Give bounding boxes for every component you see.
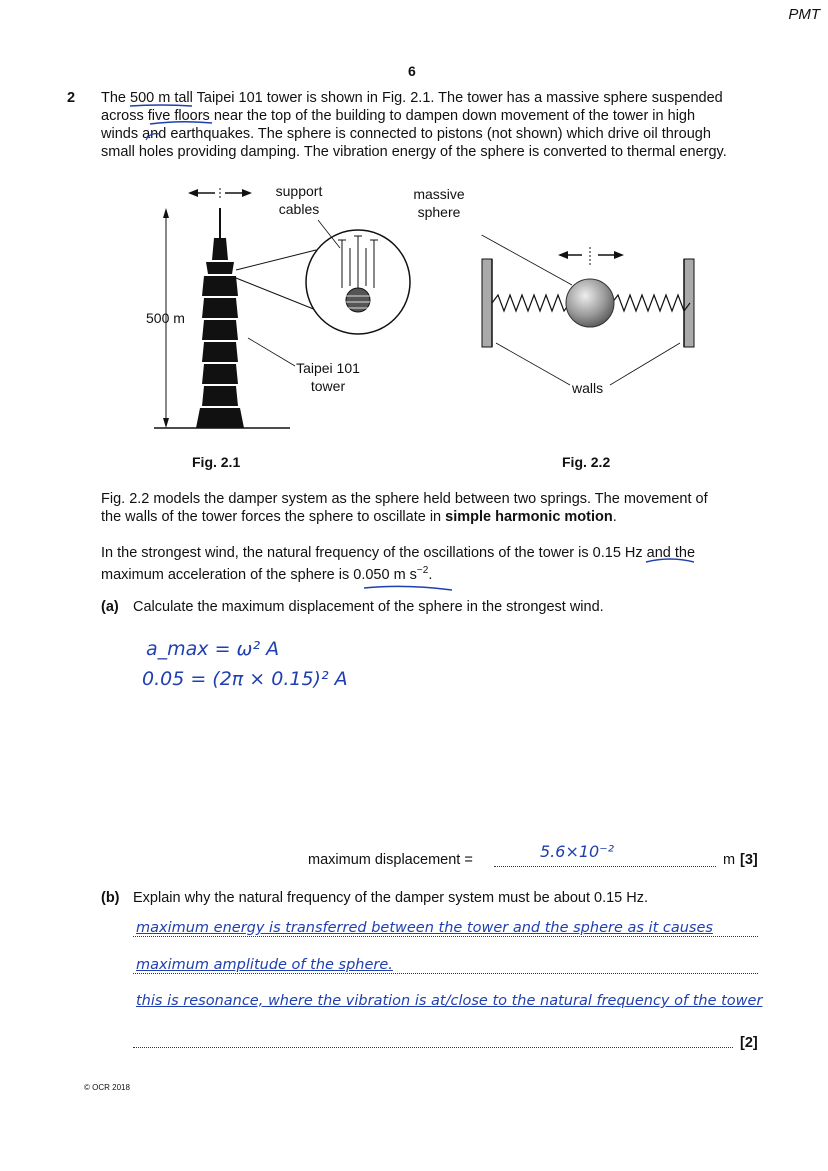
paragraph-line xyxy=(101,562,766,584)
pmt-corner-label: PMT xyxy=(788,6,820,23)
horizontal-motion-arrow-icon xyxy=(558,247,624,265)
height-label: 500 m xyxy=(146,310,185,326)
answer-text-line: maximum energy is transferred between the tower and the sphere as it causes xyxy=(136,920,713,936)
fig-2-1-caption: Fig. 2.1 xyxy=(192,454,241,470)
zoom-line xyxy=(236,278,316,310)
walls-label: walls xyxy=(572,380,604,396)
damper-inset-circle xyxy=(306,230,410,334)
answer-line[interactable] xyxy=(133,1029,733,1048)
underline-500m xyxy=(130,105,192,106)
wind-paragraph xyxy=(101,544,766,584)
intro-line: winds and earthquakes. The sphere is connected to pistons (not shown) which drive oil through xyxy=(101,126,711,142)
paragraph-line: Fig. 2.2 models the damper system as the sphere held between two springs. The movement of xyxy=(101,491,708,507)
right-wall xyxy=(684,259,694,347)
label-line: tower xyxy=(310,378,346,394)
working-line-1: a_max = ω² A xyxy=(146,638,280,660)
mark-and xyxy=(146,134,160,140)
intro-line: The 500 m tall Taipei 101 tower is shown in Fig. 2.1. The tower has a massive sphere suspended xyxy=(101,90,723,106)
taipei-101-tower-icon xyxy=(196,208,244,428)
left-wall xyxy=(482,259,492,347)
massive-sphere xyxy=(566,279,614,327)
part-b-marks: [2] xyxy=(740,1035,758,1051)
model-paragraph xyxy=(101,490,766,526)
fig-2-2-caption: Fig. 2.2 xyxy=(562,454,611,470)
underline-acceleration xyxy=(364,586,452,590)
label-line: Taipei 101 xyxy=(296,360,360,376)
bold-text-run: simple harmonic motion xyxy=(445,509,613,525)
massive-sphere-label xyxy=(404,185,474,221)
superscript: −2 xyxy=(416,565,429,576)
part-a-question: Calculate the maximum displacement of the sphere in the strongest wind. xyxy=(133,599,604,615)
intro-line: across five floors near the top of the building to dampen down movement of the tower in high xyxy=(101,108,696,124)
label-line: sphere xyxy=(417,204,461,220)
answer-text-line: maximum amplitude of the sphere. xyxy=(136,957,393,973)
text-run: the walls of the tower forces the sphere to oscillate in xyxy=(101,509,446,525)
answer-value: 5.6×10⁻² xyxy=(540,842,615,861)
page-number: 6 xyxy=(408,63,416,79)
label-line: massive xyxy=(413,186,465,202)
intro-line: small holes providing damping. The vibration energy of the sphere is converted to thermal energy. xyxy=(101,144,727,160)
pointer-line xyxy=(496,343,570,385)
pointer-line xyxy=(610,343,680,385)
part-a-label: (a) xyxy=(101,599,119,615)
tower-label xyxy=(292,359,364,395)
question-number: 2 xyxy=(67,90,76,106)
fig-2-2-diagram xyxy=(470,235,710,395)
answer-unit: m xyxy=(723,852,736,868)
right-spring-icon xyxy=(612,295,690,311)
part-b-question: Explain why the natural frequency of the damper system must be about 0.15 Hz. xyxy=(133,890,649,906)
horizontal-motion-arrow-icon xyxy=(188,188,252,198)
part-a-marks: [3] xyxy=(740,852,758,868)
label-line: support xyxy=(275,183,323,199)
zoom-line xyxy=(236,250,316,270)
part-b-label: (b) xyxy=(101,890,120,906)
answer-label: maximum displacement = xyxy=(308,852,473,868)
paragraph-line: In the strongest wind, the natural frequency of the oscillations of the tower is 0.15 Hz and the xyxy=(101,545,696,561)
copyright: © OCR 2018 xyxy=(84,1083,130,1092)
underline-five-floors xyxy=(150,122,212,124)
support-cables-label xyxy=(266,182,332,218)
text-run: maximum acceleration of the sphere is 0.050 m s xyxy=(101,566,417,583)
text-run: . xyxy=(428,566,433,583)
left-spring-icon xyxy=(492,295,570,311)
pointer-line xyxy=(248,338,295,366)
answer-text-line: this is resonance, where the vibration is at/close to the natural frequency of the tower xyxy=(136,993,763,1009)
text-run: . xyxy=(612,509,617,525)
paragraph-line xyxy=(101,508,766,526)
label-line: cables xyxy=(278,201,320,217)
working-line-2: 0.05 = (2π × 0.15)² A xyxy=(142,668,348,690)
